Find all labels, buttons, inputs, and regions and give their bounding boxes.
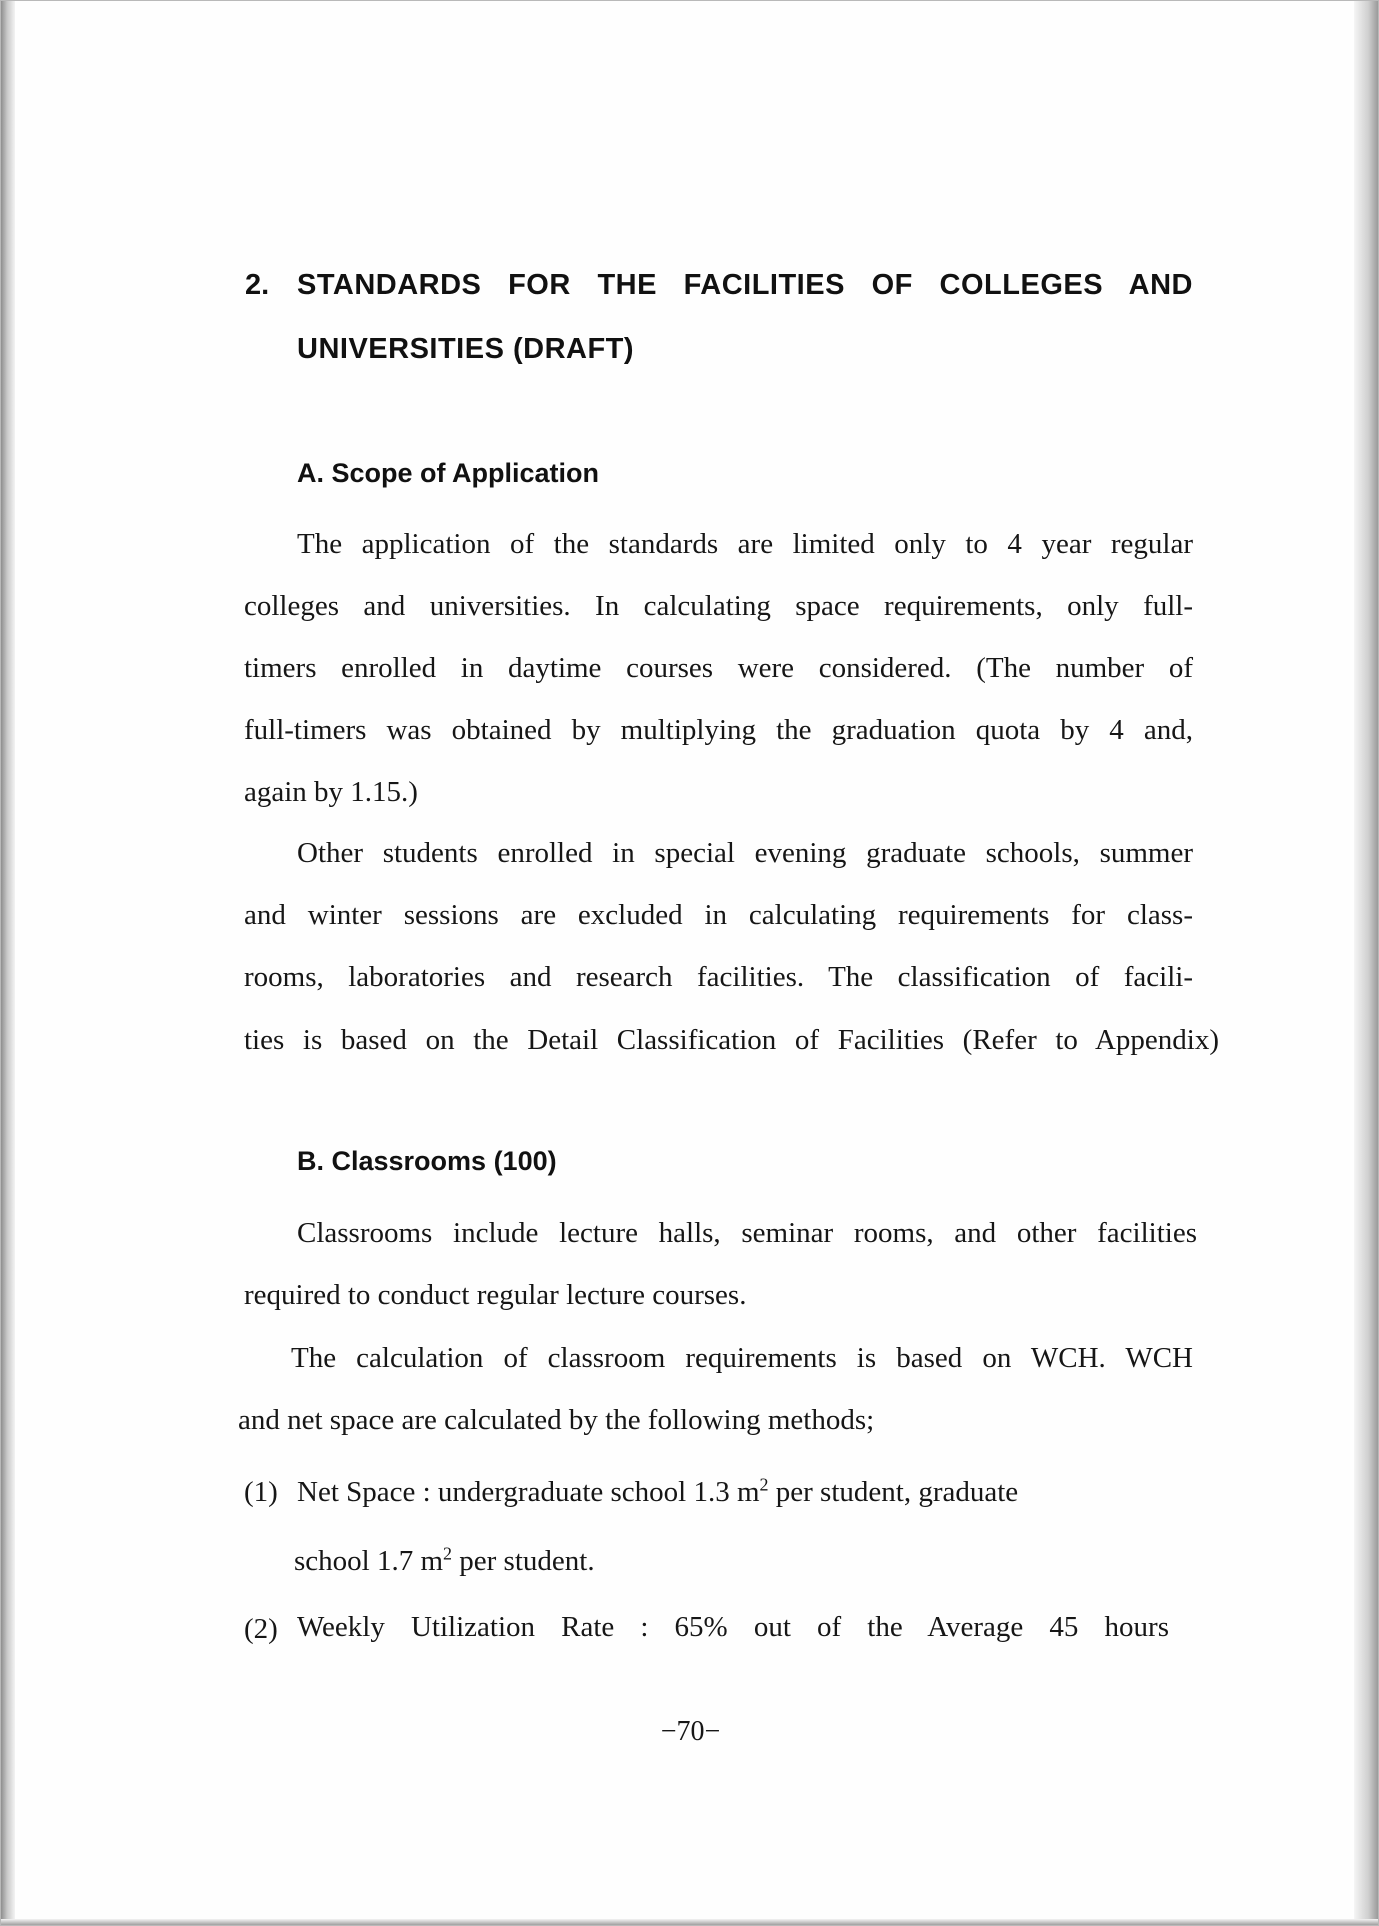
- section-b-para2-line2: and net space are calculated by the following methods;: [238, 1404, 875, 1436]
- list-item-1-line1: [297, 1476, 1193, 1509]
- section-a-para2-line3: rooms, laboratories and research facilities. The classification of facili-: [244, 961, 1193, 993]
- section-b-para2-line1: The calculation of classroom requirements is based on WCH. WCH: [291, 1342, 1193, 1374]
- list-item-2-text: Weekly Utilization Rate : 65% out of the Average 45 hours: [297, 1611, 1169, 1643]
- heading-line-1: STANDARDS FOR THE FACILITIES OF COLLEGES AND: [297, 269, 1193, 301]
- section-b-title: B. Classrooms (100): [297, 1146, 557, 1176]
- section-a-para2-line4: ties is based on the Detail Classification of Facilities (Refer to Appendix): [244, 1024, 1219, 1056]
- list-item-2-label: (2): [244, 1613, 278, 1645]
- list-item-1-line2-post: per student.: [452, 1545, 595, 1577]
- page-edge-left: [1, 1, 15, 1925]
- list-item-1-label: (1): [244, 1476, 278, 1508]
- section-b-para1-line1: Classrooms include lecture halls, seminar rooms, and other facilities: [297, 1217, 1197, 1249]
- section-a-para1-line3: timers enrolled in daytime courses were considered. (The number of: [244, 652, 1193, 684]
- section-a-para1-line1: The application of the standards are limited only to 4 year regular: [297, 528, 1193, 560]
- superscript-squared-2: 2: [443, 1543, 453, 1564]
- superscript-squared: 2: [759, 1474, 769, 1495]
- page-edge-bottom: [1, 1919, 1378, 1925]
- heading-line-2: UNIVERSITIES (DRAFT): [297, 333, 635, 365]
- section-a-para1-line2: colleges and universities. In calculating space requirements, only full-: [244, 590, 1193, 622]
- list-item-1-line2: [294, 1545, 595, 1578]
- section-a-para1-line4: full-timers was obtained by multiplying the graduation quota by 4 and,: [244, 714, 1193, 746]
- section-a-title: A. Scope of Application: [297, 458, 600, 488]
- page-number: −70−: [660, 1716, 721, 1747]
- list-item-1-line2-pre: school 1.7 m: [294, 1545, 444, 1577]
- list-item-1-line1-pre: Net Space : undergraduate school 1.3 m: [297, 1476, 760, 1508]
- section-a-para2-line2: and winter sessions are excluded in calculating requirements for class-: [244, 899, 1193, 931]
- heading-number: 2.: [245, 269, 270, 301]
- page-edge-right: [1354, 1, 1378, 1925]
- section-a-para1-line5: again by 1.15.): [244, 776, 418, 808]
- section-b-para1-line2: required to conduct regular lecture courses.: [244, 1279, 747, 1311]
- list-item-1-line1-post: per student, graduate: [768, 1476, 1019, 1508]
- section-a-para2-line1: Other students enrolled in special evening graduate schools, summer: [297, 837, 1193, 869]
